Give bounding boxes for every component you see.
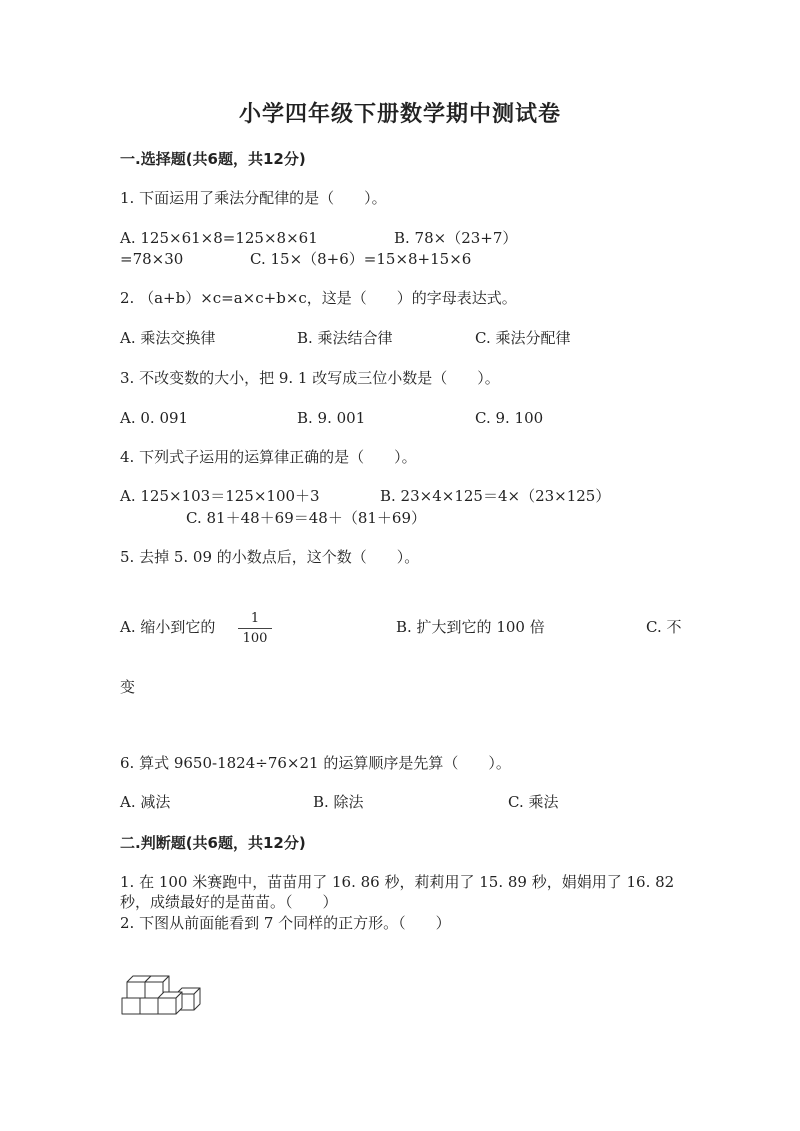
q3-option-b: B. 9. 001: [297, 409, 366, 427]
q5-stem: 5. 去掉 5. 09 的小数点后，这个数（ ）。: [120, 548, 420, 566]
q4-option-c: C. 81＋48＋69＝48＋（81＋69）: [186, 509, 427, 527]
q4-option-b: B. 23×4×125＝4×（23×125）: [380, 487, 611, 505]
q5-option-c: C. 不: [646, 618, 682, 636]
q5-option-b: B. 扩大到它的 100 倍: [396, 618, 545, 636]
q3-option-a: A. 0. 091: [120, 409, 189, 427]
q2-option-b: B. 乘法结合律: [297, 329, 393, 347]
q2-stem: 2. （a+b）×c=a×c+b×c，这是（ ）的字母表达式。: [120, 289, 517, 307]
q4-stem: 4. 下列式子运用的运算律正确的是（ ）。: [120, 448, 417, 466]
cube-bottom-3: [158, 992, 182, 1014]
q1-option-a: A. 125×61×8=125×8×61: [120, 229, 318, 247]
q6-option-c: C. 乘法: [508, 793, 559, 811]
q5-option-a: A. 缩小到它的: [120, 618, 216, 636]
q1-option-b: B. 78×（23+7）: [394, 229, 518, 247]
q3-option-c: C. 9. 100: [475, 409, 544, 427]
q6-option-a: A. 减法: [120, 793, 171, 811]
fraction-denominator: 100: [242, 631, 268, 646]
q5-fraction: [238, 611, 272, 646]
cube-bottom-1: [122, 998, 140, 1014]
q3-stem: 3. 不改变数的大小，把 9. 1 改写成三位小数是（ ）。: [120, 369, 500, 387]
q1-stem: 1. 下面运用了乘法分配律的是（ ）。: [120, 189, 387, 207]
q2-option-c: C. 乘法分配律: [475, 329, 571, 347]
fraction-bar: [238, 628, 272, 629]
section1-heading: 一.选择题(共6题，共12分): [120, 150, 306, 168]
judge-q1-line1: 1. 在 100 米赛跑中，苗苗用了 16. 86 秒，莉莉用了 15. 89 秒，娟娟用了 16. 82: [120, 873, 675, 891]
q6-option-b: B. 除法: [313, 793, 364, 811]
fraction-numerator: 1: [250, 611, 260, 626]
cube-figure: [118, 968, 204, 1024]
judge-q1-line2: 秒，成绩最好的是苗苗。（ ）: [120, 893, 338, 911]
judge-q2: 2. 下图从前面能看到 7 个同样的正方形。（ ）: [120, 914, 451, 932]
q1-option-c: C. 15×（8+6）=15×8+15×6: [250, 250, 472, 268]
q4-option-a: A. 125×103＝125×100＋3: [120, 487, 320, 505]
q1-option-b-cont: =78×30: [120, 250, 184, 268]
q5-option-c-cont: 变: [120, 678, 136, 696]
section2-heading: 二.判断题(共6题，共12分): [120, 834, 306, 852]
q6-stem: 6. 算式 9650-1824÷76×21 的运算顺序是先算（ ）。: [120, 754, 511, 772]
q2-option-a: A. 乘法交换律: [120, 329, 216, 347]
cube-bottom-2: [140, 998, 158, 1014]
page-title: 小学四年级下册数学期中测试卷: [238, 102, 561, 127]
